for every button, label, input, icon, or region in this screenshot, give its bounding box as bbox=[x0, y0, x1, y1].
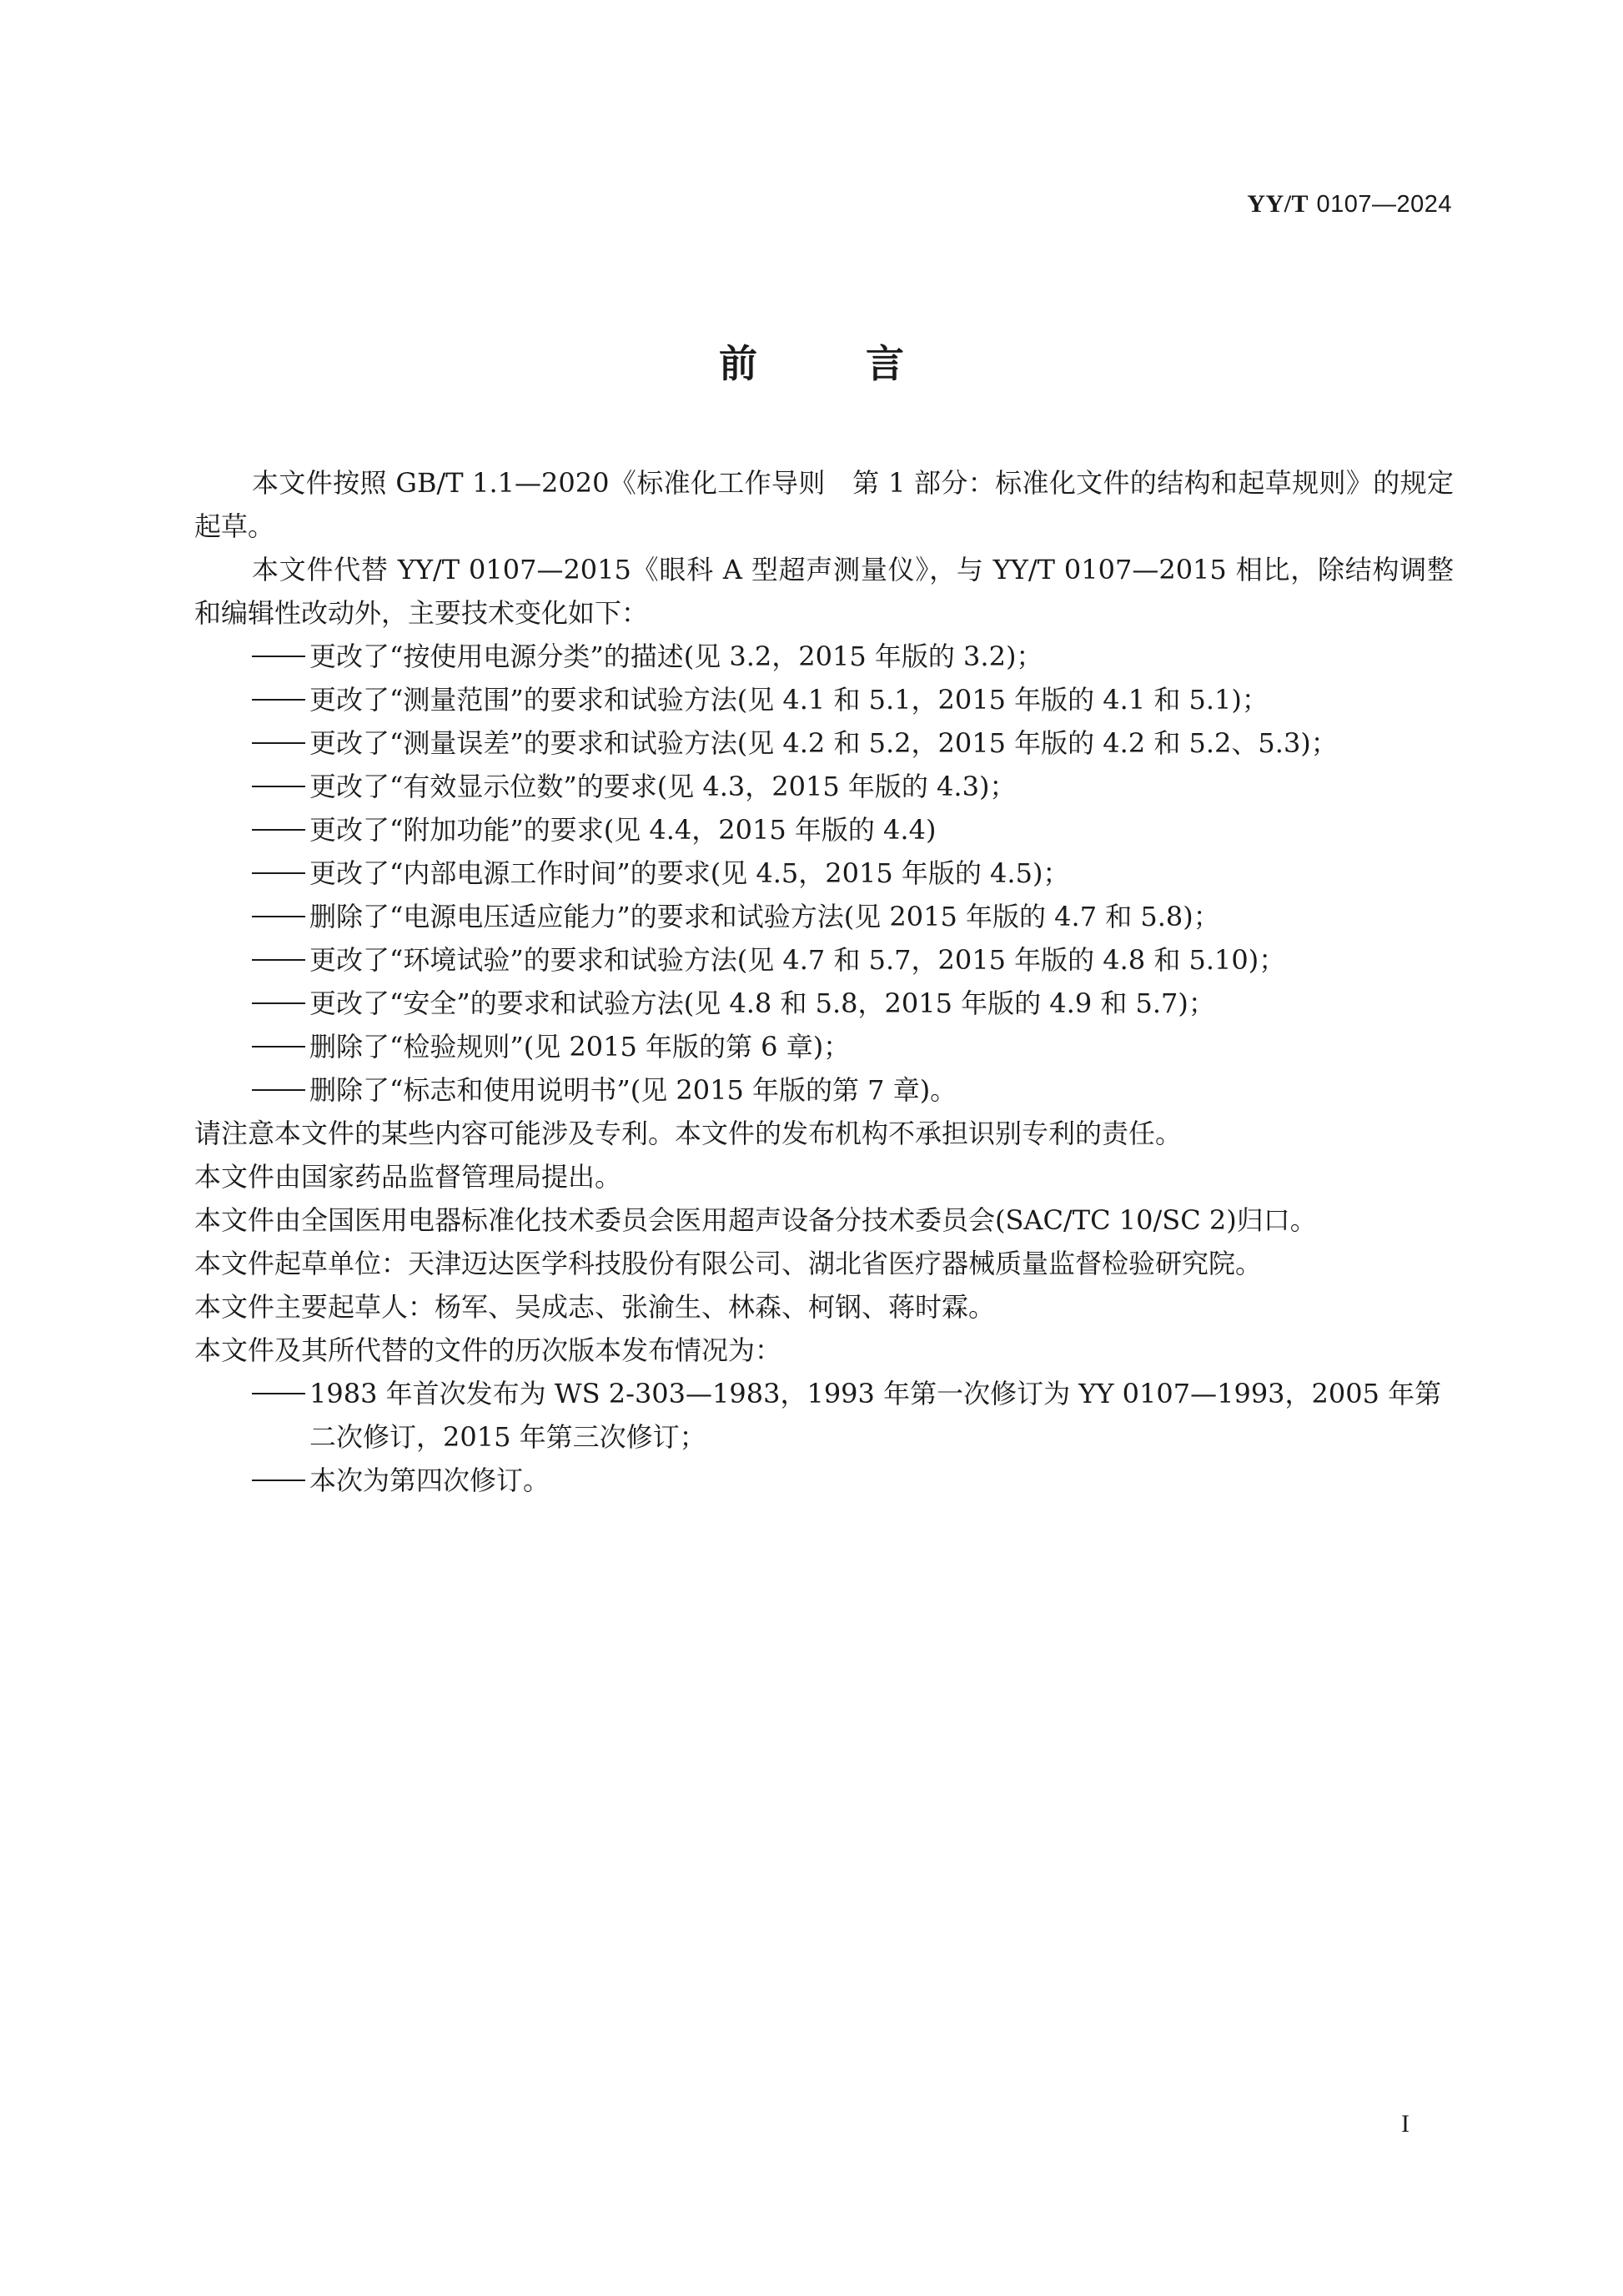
paragraph-drafting-rules: 本文件按照 GB/T 1.1—2020《标准化工作导则 第 1 部分：标准化文件的结构和起草规则》的规定起草。 bbox=[194, 467, 1454, 542]
dash-bullet-icon bbox=[252, 1025, 309, 1068]
dash-bullet-icon bbox=[252, 982, 309, 1025]
list-item: 1983 年首次发布为 WS 2-303—1983，1993 年第一次修订为 YY 0107—1993，2005 年第二次修订，2015 年第三次修订； bbox=[194, 1372, 1454, 1459]
changes-list bbox=[194, 635, 1454, 1112]
paragraph-proposed-by: 本文件由国家药品监督管理局提出。 bbox=[194, 1161, 622, 1193]
paragraph-history-intro: 本文件及其所代替的文件的历次版本发布情况为： bbox=[194, 1334, 782, 1366]
dash-bullet-icon bbox=[252, 1372, 309, 1415]
list-item: 更改了“安全”的要求和试验方法(见 4.8 和 5.8，2015 年版的 4.9 和 5.7)； bbox=[194, 982, 1454, 1025]
list-item: 更改了“按使用电源分类”的描述(见 3.2，2015 年版的 3.2)； bbox=[194, 635, 1454, 678]
standard-prefix: YY/T bbox=[1247, 190, 1309, 218]
list-item: 本次为第四次修订。 bbox=[194, 1459, 1454, 1502]
dash-bullet-icon bbox=[252, 852, 309, 895]
paragraph-patent-notice: 请注意本文件的某些内容可能涉及专利。本文件的发布机构不承担识别专利的责任。 bbox=[194, 1118, 1183, 1149]
dash-bullet-icon bbox=[252, 635, 309, 678]
dash-bullet-icon bbox=[252, 1459, 309, 1502]
paragraph-centralized-by: 本文件由全国医用电器标准化技术委员会医用超声设备分技术委员会(SAC/TC 10/SC 2)归口。 bbox=[194, 1204, 1317, 1236]
page-number: I bbox=[1401, 2110, 1409, 2138]
dash-bullet-icon bbox=[252, 808, 309, 852]
list-item: 更改了“环境试验”的要求和试验方法(见 4.7 和 5.7，2015 年版的 4.8 和 5.10)； bbox=[194, 938, 1454, 982]
paragraph-drafting-units: 本文件起草单位：天津迈达医学科技股份有限公司、湖北省医疗器械质量监督检验研究院。 bbox=[194, 1248, 1263, 1279]
standard-code-header bbox=[1247, 190, 1452, 219]
foreword-body bbox=[194, 461, 1454, 1502]
list-item: 删除了“检验规则”(见 2015 年版的第 6 章)； bbox=[194, 1025, 1454, 1068]
list-item: 删除了“标志和使用说明书”(见 2015 年版的第 7 章)。 bbox=[194, 1068, 1454, 1112]
title-char-2: 言 bbox=[866, 341, 904, 386]
list-item: 更改了“测量误差”的要求和试验方法(见 4.2 和 5.2，2015 年版的 4.2 和 5.2、5.3)； bbox=[194, 721, 1454, 765]
dash-bullet-icon bbox=[252, 1068, 309, 1112]
list-item: 删除了“电源电压适应能力”的要求和试验方法(见 2015 年版的 4.7 和 5.8)； bbox=[194, 895, 1454, 938]
list-item: 更改了“内部电源工作时间”的要求(见 4.5，2015 年版的 4.5)； bbox=[194, 852, 1454, 895]
dash-bullet-icon bbox=[252, 765, 309, 808]
title-char-1: 前 bbox=[719, 341, 757, 386]
list-item: 更改了“有效显示位数”的要求(见 4.3，2015 年版的 4.3)； bbox=[194, 765, 1454, 808]
dash-bullet-icon bbox=[252, 678, 309, 721]
dash-bullet-icon bbox=[252, 895, 309, 938]
list-item: 更改了“附加功能”的要求(见 4.4，2015 年版的 4.4) bbox=[194, 808, 1454, 852]
history-list bbox=[194, 1372, 1454, 1502]
page-title bbox=[0, 334, 1623, 389]
list-item: 更改了“测量范围”的要求和试验方法(见 4.1 和 5.1，2015 年版的 4.1 和 5.1)； bbox=[194, 678, 1454, 721]
standard-number: 0107—2024 bbox=[1316, 191, 1452, 218]
paragraph-replacement: 本文件代替 YY/T 0107—2015《眼科 A 型超声测量仪》，与 YY/T 0107—2015 相比，除结构调整和编辑性改动外，主要技术变化如下： bbox=[194, 554, 1454, 629]
dash-bullet-icon bbox=[252, 721, 309, 765]
paragraph-drafters: 本文件主要起草人：杨军、吴成志、张渝生、林森、柯钢、蒋时霖。 bbox=[194, 1291, 996, 1323]
dash-bullet-icon bbox=[252, 938, 309, 982]
